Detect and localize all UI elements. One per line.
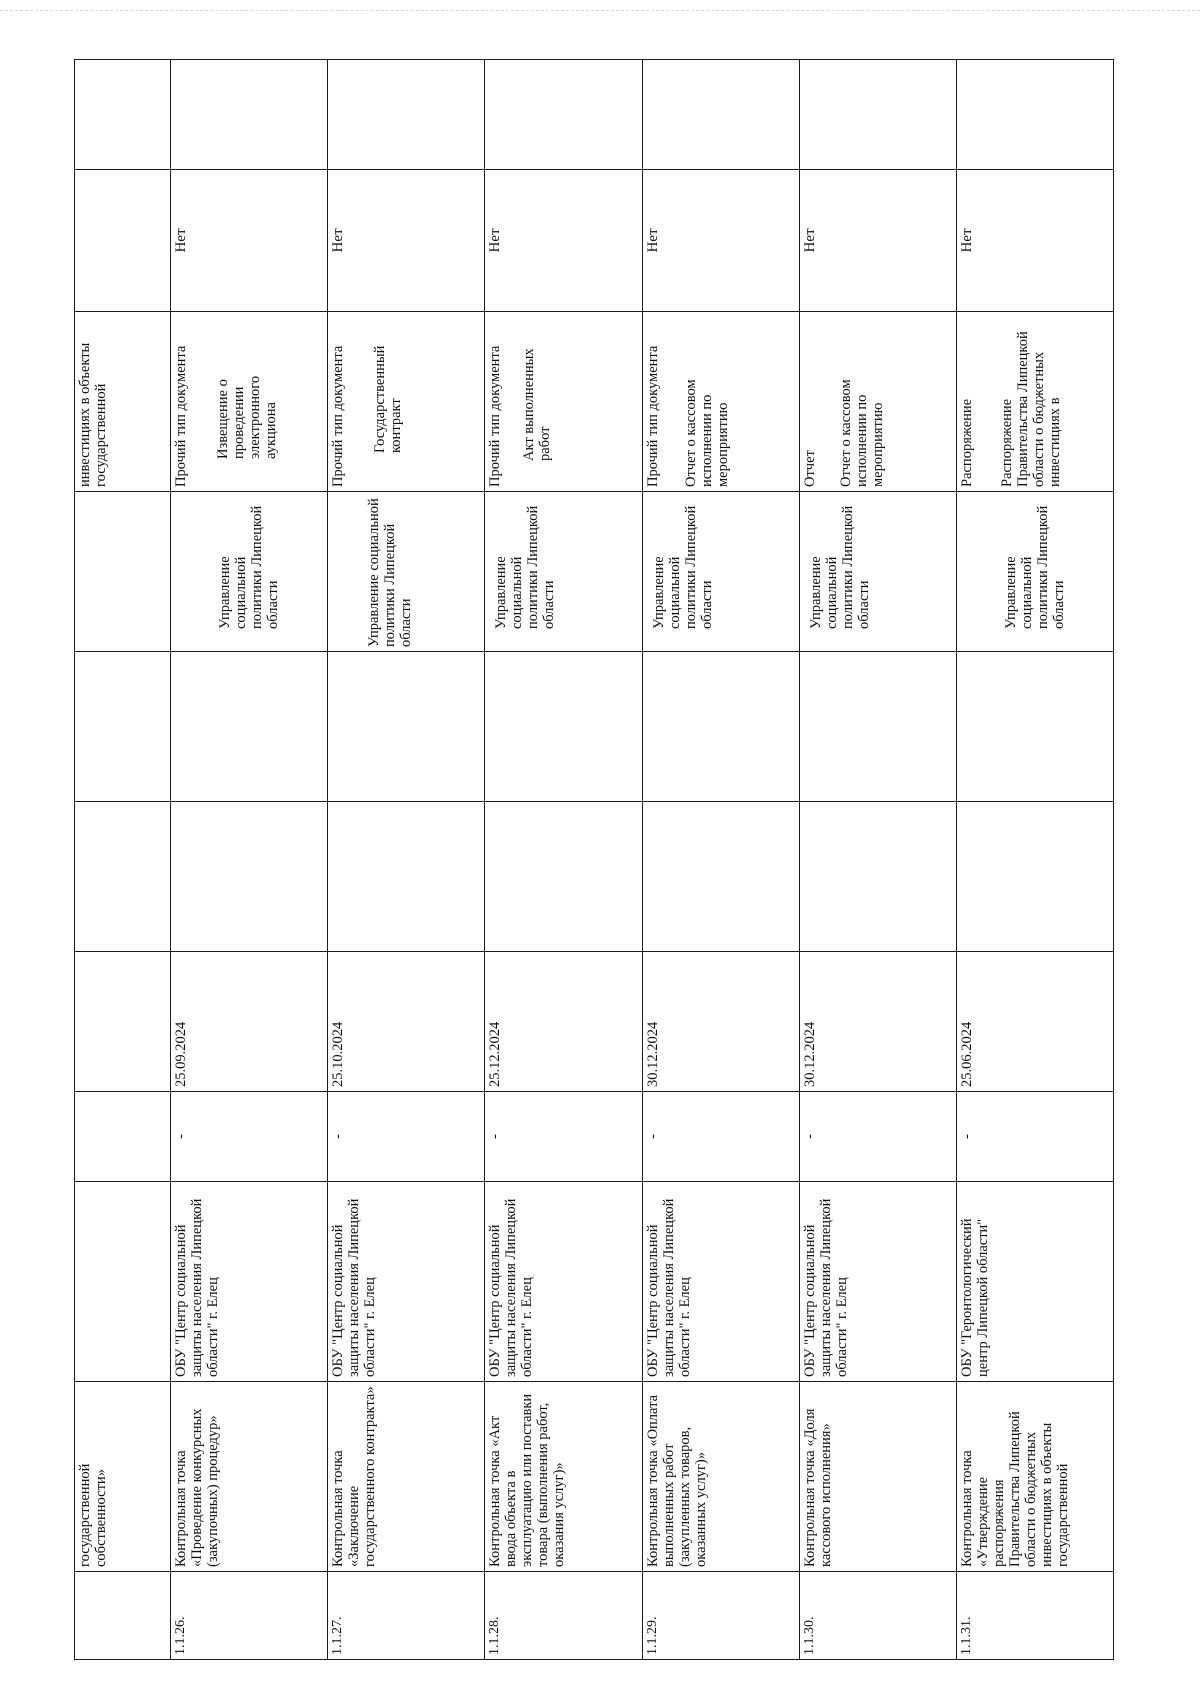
cell-end	[75, 952, 171, 1092]
empty-cell	[956, 802, 1113, 952]
cell-document: инвестициях в объекты государственной	[75, 312, 171, 492]
control-point-name: Контрольная точка «Проведение конкурсных (закупочных) процедур»	[171, 1382, 328, 1572]
document-cell	[642, 312, 799, 492]
cell-start	[75, 1092, 171, 1182]
cell-gis	[75, 170, 171, 312]
document-name: Отчет о кассовом исполнении по мероприятию	[682, 379, 731, 487]
document-cell	[799, 312, 956, 492]
table-row	[485, 60, 642, 1660]
rotated-table-wrapper	[74, 60, 1114, 1660]
gis-flag: Нет	[799, 170, 956, 312]
control-point-name: Контрольная точка «Доля кассового исполнения»	[799, 1382, 956, 1572]
empty-cell	[328, 60, 485, 170]
document-name: Отчет о кассовом исполнении по мероприятию	[837, 379, 886, 487]
executor: Управление социальной политики Липецкой области	[328, 492, 485, 652]
start-date: -	[485, 1092, 642, 1182]
row-number: 1.1.31.	[956, 1572, 1113, 1660]
empty-cell	[485, 652, 642, 802]
responsible-org: ОБУ "Центр социальной защиты населения Липецкой области" г. Елец	[642, 1182, 799, 1382]
table-row-continuation	[75, 60, 171, 1660]
empty-cell	[799, 802, 956, 952]
scan-edge-line	[0, 10, 1200, 11]
responsible-org: ОБУ "Центр социальной защиты населения Липецкой области" г. Елец	[799, 1182, 956, 1382]
document-type: Прочий тип документа	[644, 345, 661, 487]
empty-cell	[799, 652, 956, 802]
gis-flag: Нет	[485, 170, 642, 312]
empty-cell	[485, 60, 642, 170]
start-date: -	[956, 1092, 1113, 1182]
empty-cell	[799, 60, 956, 170]
executor: Управление социальной политики Липецкой области	[642, 492, 799, 652]
responsible-org: ОБУ "Центр социальной защиты населения Липецкой области" г. Елец	[485, 1182, 642, 1382]
executor: Управление социальной политики Липецкой области	[485, 492, 642, 652]
document-type: Прочий тип документа	[330, 345, 347, 487]
document-cell	[956, 312, 1113, 492]
empty-cell	[642, 802, 799, 952]
responsible-org: ОБУ "Геронтологический центр Липецкой области"	[956, 1182, 1113, 1382]
row-number: 1.1.27.	[328, 1572, 485, 1660]
row-number: 1.1.28.	[485, 1572, 642, 1660]
cell-empty-2	[75, 652, 171, 802]
cell-empty-1	[75, 802, 171, 952]
empty-cell	[171, 60, 328, 170]
control-point-name: Контрольная точка «Заключение государственного контракта»	[328, 1382, 485, 1572]
cell-num	[75, 1572, 171, 1660]
row-number: 1.1.29.	[642, 1572, 799, 1660]
executor: Управление социальной политики Липецкой области	[171, 492, 328, 652]
gis-flag: Нет	[956, 170, 1113, 312]
control-point-name: Контрольная точка «Акт ввода объекта в эксплуатацию или поставки товара (выполнения работ, оказания услуг)»	[485, 1382, 642, 1572]
table-row	[799, 60, 956, 1660]
end-date: 25.10.2024	[328, 952, 485, 1092]
end-date: 25.09.2024	[171, 952, 328, 1092]
document-type: Прочий тип документа	[173, 345, 190, 487]
start-date: -	[799, 1092, 956, 1182]
document-type: Прочий тип документа	[487, 345, 504, 487]
empty-cell	[328, 802, 485, 952]
responsible-org: ОБУ "Центр социальной защиты населения Липецкой области" г. Елец	[171, 1182, 328, 1382]
empty-cell	[642, 60, 799, 170]
table-row	[956, 60, 1113, 1660]
document-name: Государственный контракт	[372, 345, 405, 453]
cell-responsible	[75, 1182, 171, 1382]
executor: Управление социальной политики Липецкой области	[799, 492, 956, 652]
empty-cell	[171, 802, 328, 952]
document-name: Распоряжение Правительства Липецкой области о бюджетных инвестициях в	[998, 331, 1063, 487]
document-type: Распоряжение	[958, 398, 975, 487]
table-row	[328, 60, 485, 1660]
document-name: Акт выполненных работ	[521, 348, 554, 461]
table-row	[642, 60, 799, 1660]
executor: Управление социальной политики Липецкой области	[956, 492, 1113, 652]
document-cell	[171, 312, 328, 492]
responsible-org: ОБУ "Центр социальной защиты населения Липецкой области" г. Елец	[328, 1182, 485, 1382]
empty-cell	[328, 652, 485, 802]
document-type: Отчет	[801, 450, 818, 487]
empty-cell	[171, 652, 328, 802]
start-date: -	[642, 1092, 799, 1182]
gis-flag: Нет	[171, 170, 328, 312]
end-date: 25.06.2024	[956, 952, 1113, 1092]
gis-flag: Нет	[328, 170, 485, 312]
gis-flag: Нет	[642, 170, 799, 312]
row-number: 1.1.30.	[799, 1572, 956, 1660]
cell-empty-3	[75, 60, 171, 170]
control-points-table	[74, 59, 1114, 1660]
document-cell	[485, 312, 642, 492]
document-cell	[328, 312, 485, 492]
table-row	[171, 60, 328, 1660]
end-date: 30.12.2024	[642, 952, 799, 1092]
start-date: -	[171, 1092, 328, 1182]
start-date: -	[328, 1092, 485, 1182]
empty-cell	[642, 652, 799, 802]
document-name: Извещение о проведении электронного аукциона	[215, 375, 280, 459]
empty-cell	[485, 802, 642, 952]
control-point-name: Контрольная точка «Утверждение распоряжения Правительства Липецкой области о бюджетных инвестициях в объекты государственной	[956, 1382, 1113, 1572]
row-number: 1.1.26.	[171, 1572, 328, 1660]
empty-cell	[956, 652, 1113, 802]
control-point-name: Контрольная точка «Оплата выполненных работ (закупленных товаров, оказанных услуг)»	[642, 1382, 799, 1572]
empty-cell	[956, 60, 1113, 170]
end-date: 25.12.2024	[485, 952, 642, 1092]
end-date: 30.12.2024	[799, 952, 956, 1092]
cell-executor	[75, 492, 171, 652]
cell-name: государственной собственности»	[75, 1382, 171, 1572]
